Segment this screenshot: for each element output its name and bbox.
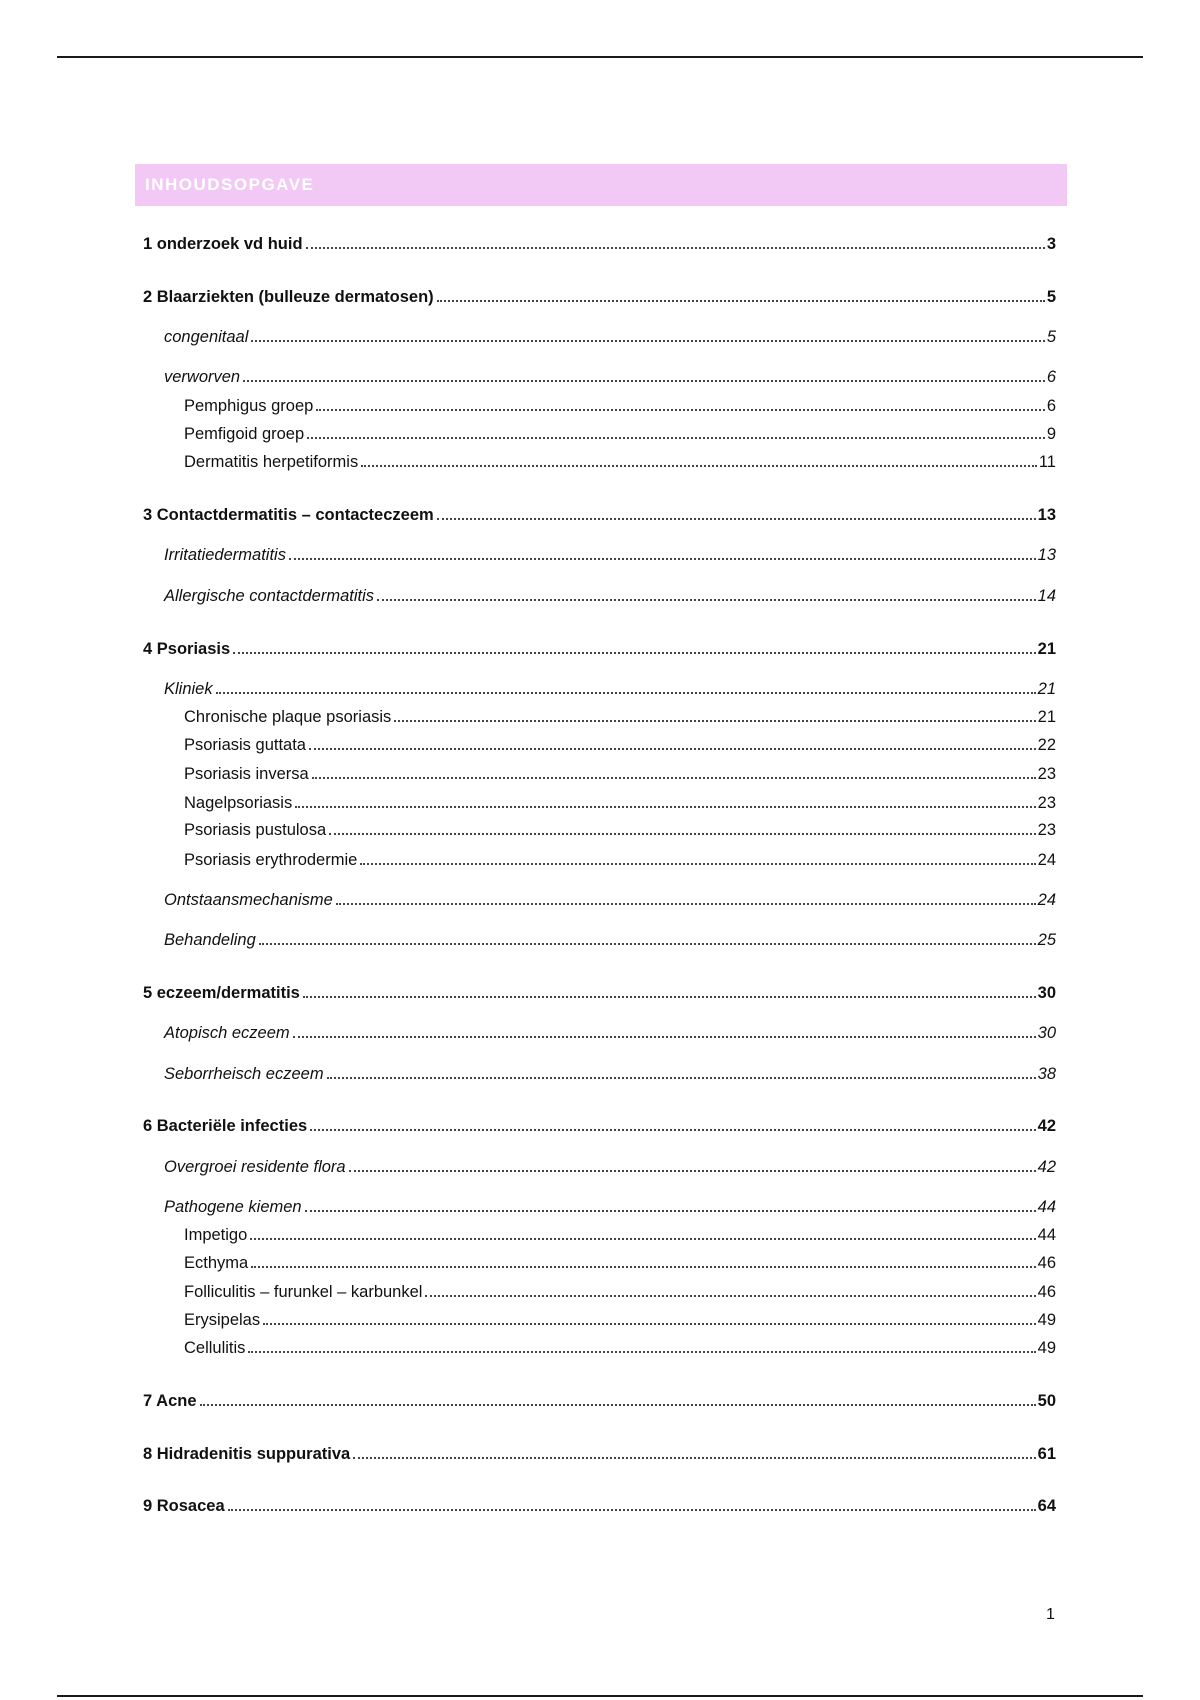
toc-entry[interactable]: 9 Rosacea 64 [143,1497,1056,1515]
toc-entry[interactable]: Atopisch eczeem 30 [164,1024,1056,1042]
dot-leader [228,1509,1036,1511]
toc-entry[interactable]: Psoriasis pustulosa 23 [184,821,1056,839]
toc-entry[interactable]: Psoriasis guttata 22 [184,736,1056,754]
toc-entry[interactable]: Pemphigus groep 6 [184,397,1056,415]
toc-entry[interactable]: Pathogene kiemen 44 [164,1198,1056,1216]
footer-rule [57,1695,1143,1697]
dot-leader [437,300,1045,302]
dot-leader [309,748,1036,750]
dot-leader [394,720,1035,722]
dot-leader [295,806,1035,808]
toc-entry[interactable]: Ecthyma 46 [184,1254,1056,1272]
dot-leader [353,1457,1035,1459]
dot-leader [437,518,1036,520]
dot-leader [233,652,1036,654]
toc-entry[interactable]: Psoriasis erythrodermie 24 [184,851,1056,869]
toc-heading-bar [135,164,1067,206]
dot-leader [251,340,1044,342]
toc-entry[interactable]: Folliculitis – furunkel – karbunkel 46 [184,1283,1056,1301]
toc-entry[interactable]: Cellulitis 49 [184,1339,1056,1357]
toc-entry[interactable]: Kliniek 21 [164,680,1056,698]
dot-leader [327,1077,1036,1079]
dot-leader [425,1295,1035,1297]
toc-entry[interactable]: Chronische plaque psoriasis 21 [184,708,1056,726]
dot-leader [312,777,1036,779]
dot-leader [293,1036,1036,1038]
dot-leader [303,996,1036,998]
toc-entry[interactable]: Nagelpsoriasis 23 [184,794,1056,812]
toc-entry[interactable]: Pemfigoid groep 9 [184,425,1056,443]
dot-leader [250,1238,1035,1240]
dot-leader [361,465,1037,467]
dot-leader [349,1170,1036,1172]
dot-leader [329,833,1035,835]
toc-entry[interactable]: 1 onderzoek vd huid 3 [143,235,1056,253]
dot-leader [263,1323,1036,1325]
toc-entry[interactable]: 2 Blaarziekten (bulleuze dermatosen) 5 [143,288,1056,306]
toc-entry[interactable]: congenitaal 5 [164,328,1056,346]
toc-entry[interactable]: Behandeling 25 [164,931,1056,949]
toc-entry[interactable]: Allergische contactdermatitis 14 [164,587,1056,605]
toc-entry[interactable]: Overgroei residente flora 42 [164,1158,1056,1176]
toc-entry[interactable]: 3 Contactdermatitis – contacteczeem 13 [143,506,1056,524]
toc-entry[interactable]: Impetigo 44 [184,1226,1056,1244]
toc-entry[interactable]: 7 Acne 50 [143,1392,1056,1410]
dot-leader [305,1210,1036,1212]
dot-leader [306,247,1045,249]
toc-entry[interactable]: Irritatiedermatitis 13 [164,546,1056,564]
toc-entry[interactable]: verworven 6 [164,368,1056,386]
dot-leader [251,1266,1035,1268]
toc-entry[interactable]: Dermatitis herpetiformis 11 [184,453,1056,471]
toc-entry[interactable]: Erysipelas 49 [184,1311,1056,1329]
dot-leader [316,409,1044,411]
toc-entry[interactable]: Ontstaansmechanisme 24 [164,891,1056,909]
toc-heading: INHOUDSOPGAVE [145,175,315,194]
dot-leader [310,1129,1035,1131]
dot-leader [377,599,1036,601]
toc-entry[interactable]: Psoriasis inversa 23 [184,765,1056,783]
toc-entry[interactable]: Seborrheisch eczeem 38 [164,1065,1056,1083]
dot-leader [360,863,1035,865]
dot-leader [336,903,1036,905]
dot-leader [259,943,1036,945]
dot-leader [248,1351,1035,1353]
toc-entry[interactable]: 4 Psoriasis 21 [143,640,1056,658]
header-rule [57,56,1143,58]
page-number: 1 [1046,1606,1055,1623]
dot-leader [216,692,1036,694]
toc-entry[interactable]: 6 Bacteriële infecties 42 [143,1117,1056,1135]
dot-leader [200,1404,1036,1406]
toc-entry[interactable]: 8 Hidradenitis suppurativa 61 [143,1445,1056,1463]
toc-entry[interactable]: 5 eczeem/dermatitis 30 [143,984,1056,1002]
dot-leader [243,380,1045,382]
dot-leader [307,437,1045,439]
dot-leader [289,558,1036,560]
